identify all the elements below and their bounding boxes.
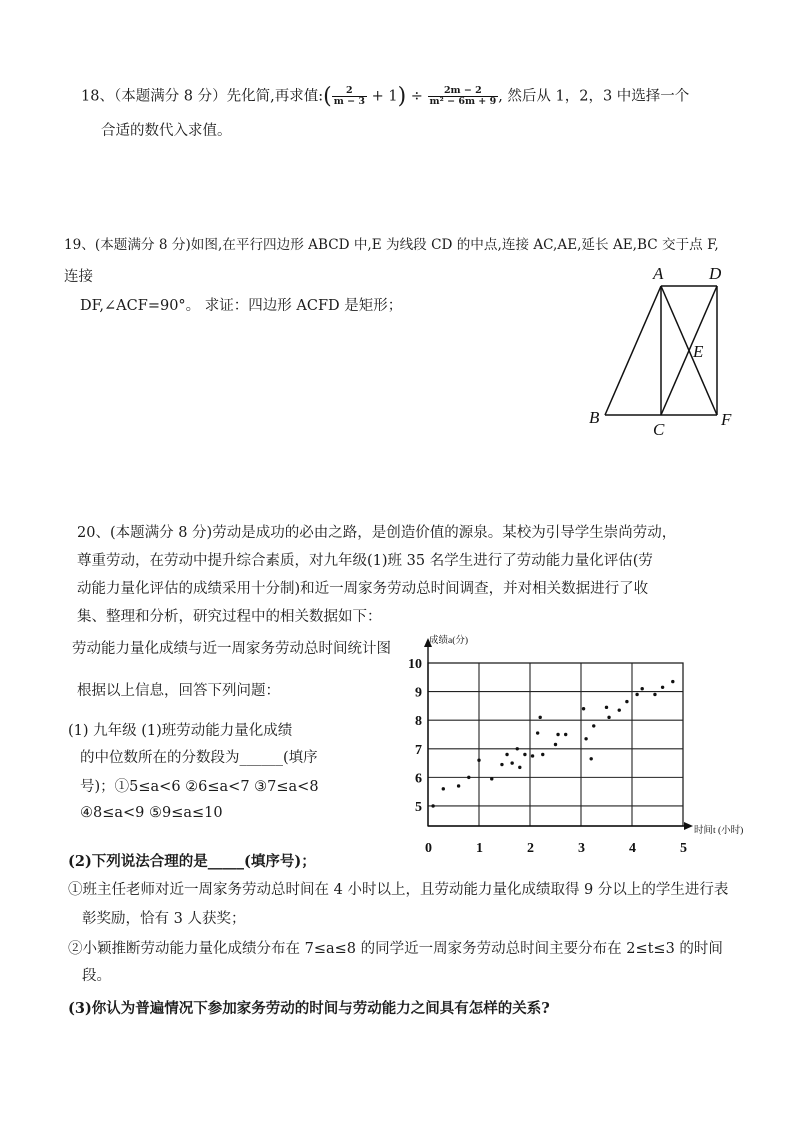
y-tick-label-6: 6 <box>415 771 422 787</box>
vertex-label-b: B <box>589 408 600 427</box>
question-19-line-3: DF,∠ACF=90°。 求证：四边形 ACFD 是矩形； <box>80 298 403 314</box>
q18-close-paren: ) <box>397 84 407 109</box>
x-tick-label-0: 0 <box>425 841 432 856</box>
data-point-14 <box>536 731 539 734</box>
part-2-option-2-line-1: ②小颖推断劳动能力量化成绩分布在 7≤a≤8 的同学近一周家务劳动总时间主要分布在 2≤t≤3 的时间 <box>68 941 723 957</box>
data-point-24 <box>605 706 608 709</box>
data-point-12 <box>523 753 526 756</box>
q18-prefix: 18、（本题满分 8 分）先化简,再求值: <box>81 88 324 105</box>
part-1-line-3: 号)；①5≤a<6 ②6≤a<7 ③7≤a<8 <box>80 779 319 795</box>
x-axis-arrow <box>684 822 693 830</box>
question-19-line-2: 连接 <box>64 269 93 285</box>
data-point-18 <box>556 733 559 736</box>
x-tick-label-1: 1 <box>476 841 483 856</box>
data-point-17 <box>554 743 557 746</box>
y-tick-label-8: 8 <box>415 714 422 730</box>
q18-fraction-1-numerator: 2 <box>332 86 367 97</box>
question-20-line-1: 20、(本题满分 8 分)劳动是成功的必由之路，是创造价值的源泉。某校为引导学生崇尚劳动， <box>77 525 677 541</box>
data-point-10 <box>516 747 519 750</box>
segment-ab <box>605 286 661 415</box>
data-point-21 <box>584 737 587 740</box>
data-point-29 <box>641 687 644 690</box>
y-tick-label-7: 7 <box>415 742 422 758</box>
part-1-line-2: 的中位数所在的分数段为______(填序 <box>80 750 318 766</box>
y-tick-label-9: 9 <box>415 685 422 701</box>
scatter-chart <box>395 628 760 863</box>
question-20-intro: 根据以上信息，回答下列问题： <box>77 683 280 699</box>
data-point-11 <box>518 766 521 769</box>
data-point-8 <box>505 753 508 756</box>
parallelogram-figure <box>585 262 745 442</box>
data-point-2 <box>442 787 445 790</box>
y-tick-label-5: 5 <box>415 799 422 815</box>
data-point-1 <box>431 804 434 807</box>
vertex-label-c: C <box>653 420 665 439</box>
data-point-32 <box>671 680 674 683</box>
data-point-22 <box>590 757 593 760</box>
question-20-line-2: 尊重劳动，在劳动中提升综合素质，对九年级(1)班 35 名学生进行了劳动能力量化评估(劳 <box>77 553 653 569</box>
question-20-line-4: 集、整理和分析，研究过程中的相关数据如下： <box>77 609 382 625</box>
data-point-7 <box>500 763 503 766</box>
data-point-16 <box>541 753 544 756</box>
q18-fraction-2-denominator: m² − 6m + 9 <box>429 96 497 107</box>
part-1-line-1: (1) 九年级 (1)班劳动能力量化成绩 <box>68 723 293 739</box>
y-axis-title: 成绩a(分) <box>429 636 469 646</box>
q18-suffix: , 然后从 1，2，3 中选择一个 <box>498 88 690 105</box>
chart-points <box>431 680 674 808</box>
data-point-30 <box>653 693 656 696</box>
q18-fraction-1 <box>332 86 367 108</box>
x-tick-label-3: 3 <box>578 841 585 856</box>
q18-fraction-2 <box>428 86 499 108</box>
data-point-19 <box>564 733 567 736</box>
q18-fraction-1-denominator: m − 3 <box>333 96 365 107</box>
part-2-option-1-line-1: ①班主任老师对近一周家务劳动总时间在 4 小时以上，且劳动能力量化成绩取得 9 分以上的学生进行表 <box>68 882 729 898</box>
data-point-15 <box>539 716 542 719</box>
vertex-label-a: A <box>653 264 664 283</box>
vertex-label-d: D <box>709 264 722 283</box>
q18-plus-one: + 1 <box>371 88 398 105</box>
question-18-line-1 <box>81 84 689 109</box>
vertex-label-f: F <box>721 410 732 429</box>
data-point-4 <box>467 776 470 779</box>
q18-fraction-2-numerator: 2m − 2 <box>428 86 499 97</box>
data-point-5 <box>477 759 480 762</box>
y-tick-label-10: 10 <box>408 657 422 672</box>
part-1-line-4: ④8≤a<9 ⑤9≤a≤10 <box>80 805 223 821</box>
question-20-line-3: 动能力量化评估的成绩采用十分制)和近一周家务劳动总时间调查，并对相关数据进行了收 <box>77 581 649 597</box>
data-point-27 <box>625 700 628 703</box>
x-tick-label-5: 5 <box>680 841 687 856</box>
data-point-13 <box>531 754 534 757</box>
data-point-20 <box>582 707 585 710</box>
chart-caption: 劳动能力量化成绩与近一周家务劳动总时间统计图 <box>72 641 391 657</box>
x-tick-label-4: 4 <box>629 841 636 856</box>
data-point-23 <box>592 724 595 727</box>
data-point-25 <box>607 716 610 719</box>
data-point-9 <box>510 761 513 764</box>
q18-open-paren: ( <box>323 84 332 109</box>
data-point-31 <box>661 686 664 689</box>
point-label-e: E <box>693 342 704 361</box>
x-axis-title: 时间t (小时) <box>694 826 744 836</box>
part-3-question: (3)你认为普遍情况下参加家务劳动的时间与劳动能力之间具有怎样的关系? <box>68 1000 550 1017</box>
data-point-26 <box>618 708 621 711</box>
data-point-28 <box>635 693 638 696</box>
q18-divide-sign: ÷ <box>410 88 423 105</box>
chart-labels <box>408 634 743 856</box>
data-point-6 <box>490 777 493 780</box>
question-18-line-2: 合适的数代入求值。 <box>101 123 232 139</box>
part-2-option-2-line-2: 段。 <box>82 968 111 984</box>
part-2-question: (2)下列说法合理的是_____(填序号)； <box>68 853 316 870</box>
question-19-line-1: 19、(本题满分 8 分)如图,在平行四边形 ABCD 中,E 为线段 CD 的中点,连接 AC,AE,延长 AE,BC 交于点 F, <box>64 237 719 253</box>
x-tick-label-2: 2 <box>527 841 534 856</box>
data-point-3 <box>457 784 460 787</box>
part-2-option-1-line-2: 彰奖励，恰有 3 人获奖； <box>82 911 246 927</box>
